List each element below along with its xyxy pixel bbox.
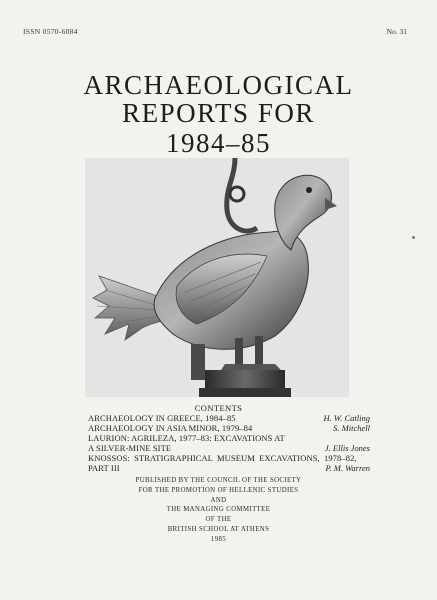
entry-title: A SILVER-MINE SITE <box>88 443 172 453</box>
contents-heading: CONTENTS <box>194 403 243 413</box>
contents-entry <box>88 433 370 443</box>
entry-title: ARCHAEOLOGY IN GREECE, 1984–85 <box>88 413 236 423</box>
page-speck <box>412 236 415 239</box>
publisher-line: THE MANAGING COMMITTEE <box>166 506 271 514</box>
publisher-line: BRITISH SCHOOL AT ATHENS <box>167 525 270 533</box>
entry-title: KNOSSOS: STRATIGRAPHICAL MUSEUM EXCAVATIONS, 1978–82, <box>88 453 357 463</box>
entry-author: H. W. Catling <box>323 413 370 423</box>
entry-author: S. Mitchell <box>333 423 370 433</box>
publisher-line: OF THE <box>205 516 232 524</box>
title-line-2: REPORTS FOR <box>122 98 315 128</box>
publisher-line: PUBLISHED BY THE COUNCIL OF THE SOCIETY <box>135 477 302 484</box>
issue-number: No. 31 <box>386 27 407 36</box>
bronze-bird-vessel-photo <box>85 158 349 397</box>
title-year: 1984–85 <box>166 128 271 158</box>
title-line-1: ARCHAEOLOGICAL <box>83 70 354 100</box>
contents-entry <box>88 423 370 433</box>
publisher-line: FOR THE PROMOTION OF HELLENIC STUDIES <box>138 486 299 494</box>
contents-entry <box>88 463 370 473</box>
entry-author: P. M. Warren <box>325 463 370 473</box>
entry-title: ARCHAEOLOGY IN ASIA MINOR, 1979–84 <box>88 423 253 433</box>
contents-list <box>88 413 370 473</box>
entry-title: LAURION: AGRILEZA, 1977–83: EXCAVATIONS AT <box>88 433 285 443</box>
bird-figure-image <box>85 158 349 397</box>
entry-author: J. Ellis Jones <box>324 443 370 453</box>
entry-title: PART III <box>88 463 120 473</box>
publisher-block <box>0 476 437 545</box>
issn-number: ISSN 0570-6084 <box>23 27 78 36</box>
contents-entry <box>88 453 370 463</box>
contents-entry <box>88 413 370 423</box>
publication-year: 1985 <box>210 535 227 543</box>
contents-entry <box>88 443 370 453</box>
publisher-line: AND <box>210 496 227 504</box>
